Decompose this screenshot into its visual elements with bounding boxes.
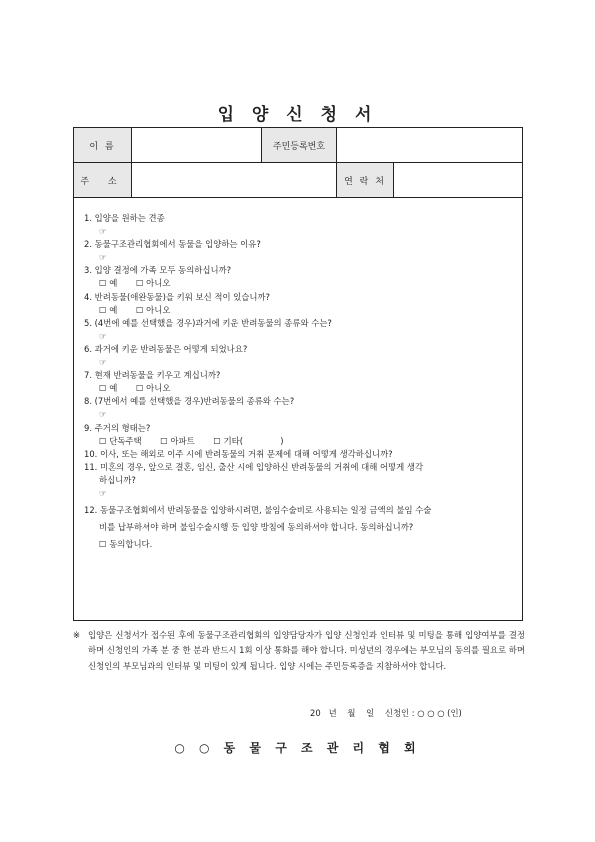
question-number: 2.: [84, 239, 95, 250]
option-group: [84, 277, 516, 290]
contact-field[interactable]: [393, 163, 522, 197]
page-title: 입 양 신 청 서: [217, 105, 378, 125]
question-5: [84, 317, 516, 330]
option-group: [84, 435, 516, 448]
rrn-field[interactable]: [336, 128, 522, 162]
question-1: [84, 212, 516, 225]
question-12: [84, 504, 516, 517]
question-2: [84, 238, 516, 251]
answer-pointer[interactable]: [84, 487, 516, 500]
question-text-cont: 하십니까?: [99, 474, 136, 485]
question-text: 과거에 키운 반려동물은 어떻게 되었나요?: [94, 343, 248, 354]
question-number: 6.: [84, 343, 95, 354]
option-no[interactable]: ☐ 아니오: [135, 383, 171, 394]
answer-pointer[interactable]: [84, 330, 516, 343]
checkbox-icon[interactable]: ☐: [135, 304, 144, 315]
question-text: 입양 결정에 가족 모두 동의하십니까?: [94, 265, 232, 276]
address-field[interactable]: [131, 163, 336, 197]
application-form: [73, 127, 523, 621]
question-4: [84, 291, 516, 304]
option-apartment[interactable]: ☐ 아파트: [160, 435, 195, 446]
question-8: [84, 395, 516, 408]
checkbox-icon[interactable]: ☐: [213, 435, 221, 446]
checkbox-icon[interactable]: ☐: [160, 435, 168, 446]
question-list: [84, 212, 516, 551]
notice-text: 입양은 신청서가 접수된 후에 동물구조관리협회의 입양담당자가 입양 신청인과 인터뷰 및 미팅을 통해 입양여부를 결정하며 신청인의 가족 분 중 한 분과 반드시 1회 이상 통화를 해야 합니다. 미성년의 경우에는 부모님의 동의를 필요로 하며 신청인의 부모님과의 인터뷰 및 미팅이 있게 됩니다. 입양 시에는 주민등록증을 지참하셔야 합니다.: [88, 630, 525, 671]
question-text: (7번에서 예를 선택했을 경우)반려동물의 종류와 수는?: [94, 396, 295, 407]
question-number: 4.: [84, 291, 95, 302]
applicant-row-2: [74, 163, 522, 198]
option-no[interactable]: ☐ 아니오: [135, 278, 171, 289]
pointer-icon: ☞: [99, 487, 107, 498]
pointer-icon: ☞: [99, 330, 107, 341]
option-group: [84, 382, 516, 395]
option-group: [84, 538, 516, 551]
name-label: 이 름: [74, 128, 131, 162]
question-number: 8.: [84, 396, 95, 407]
answer-pointer[interactable]: [84, 356, 516, 369]
question-10: [84, 448, 516, 461]
checkbox-icon[interactable]: ☐: [99, 435, 107, 446]
question-number: 5.: [84, 317, 95, 328]
checkbox-icon[interactable]: ☐: [99, 383, 107, 394]
question-11: [84, 461, 516, 474]
question-number: 10.: [84, 448, 100, 459]
question-number: 12.: [84, 505, 100, 516]
option-other[interactable]: ☐ 기타( ): [213, 435, 284, 446]
question-text: 현재 반려동물을 키우고 계십니까?: [94, 370, 221, 381]
rrn-label: 주민등록번호: [261, 128, 336, 162]
pointer-icon: ☞: [99, 252, 107, 263]
checkbox-icon[interactable]: ☐: [99, 278, 107, 289]
notice: [73, 628, 525, 674]
checkbox-icon[interactable]: ☐: [135, 383, 144, 394]
name-field[interactable]: [131, 128, 261, 162]
question-text: 입양을 원하는 견종: [94, 213, 165, 223]
question-9: [84, 422, 516, 435]
option-group: [84, 304, 516, 317]
question-number: 9.: [84, 422, 95, 433]
question-number: 7.: [84, 370, 95, 381]
option-yes[interactable]: ☐ 예: [99, 278, 118, 289]
pointer-icon: ☞: [99, 226, 107, 237]
question-text: 주거의 형태는?: [94, 422, 151, 433]
pointer-icon: ☞: [99, 357, 107, 368]
option-no[interactable]: ☐ 아니오: [135, 304, 171, 315]
question-3: [84, 264, 516, 277]
question-text: 미혼의 경우, 앞으로 결혼, 임신, 출산 시에 입양하신 반려동물의 거취에 대해 어떻게 생각: [99, 461, 424, 472]
reference-mark-icon: ※: [73, 630, 81, 640]
pointer-icon: ☞: [99, 409, 107, 420]
answer-pointer[interactable]: [84, 408, 516, 421]
question-7: [84, 369, 516, 382]
address-label: 주 소: [74, 163, 131, 197]
question-text: 동물구조관리협회에서 동물을 입양하는 이유?: [94, 239, 261, 250]
option-yes[interactable]: ☐ 예: [99, 383, 118, 394]
answer-pointer[interactable]: [84, 251, 516, 264]
question-number: 1.: [84, 213, 95, 223]
organization-name: ○ ○ 동 물 구 조 관 리 협 회: [174, 741, 421, 755]
date-signature-line: 20 년 월 일 신청인 : ○ ○ ○ (인): [310, 708, 462, 718]
question-number: 11.: [84, 461, 100, 472]
question-number: 3.: [84, 265, 95, 276]
applicant-row-1: [74, 128, 522, 163]
option-agree[interactable]: ☐ 동의합니다.: [99, 539, 153, 550]
checkbox-icon[interactable]: ☐: [135, 278, 144, 289]
question-text-cont: 비를 납부하셔야 하며 불임수술시행 등 입양 방침에 동의하셔야 합니다. 동의하십니까?: [99, 522, 414, 533]
question-text: 동물구조협회에서 반려동물을 입양하시려면, 불임수술비로 사용되는 일정 금액의 불임 수술: [99, 505, 432, 516]
contact-label: 연 락 처: [336, 163, 393, 197]
checkbox-icon[interactable]: ☐: [99, 539, 107, 550]
checkbox-icon[interactable]: ☐: [99, 304, 107, 315]
question-text: 이사, 또는 해외로 이주 시에 반려동물의 거취 문제에 대해 어떻게 생각하십니까?: [99, 448, 393, 459]
question-text: 반려동물(애완동물)을 키워 보신 적이 있습니까?: [94, 291, 270, 302]
question-6: [84, 343, 516, 356]
option-house[interactable]: ☐ 단독주택: [99, 435, 142, 446]
question-text: (4번에 예를 선택했을 경우)과거에 키운 반려동물의 종류와 수는?: [94, 317, 332, 328]
option-yes[interactable]: ☐ 예: [99, 304, 118, 315]
answer-pointer[interactable]: [84, 225, 516, 238]
